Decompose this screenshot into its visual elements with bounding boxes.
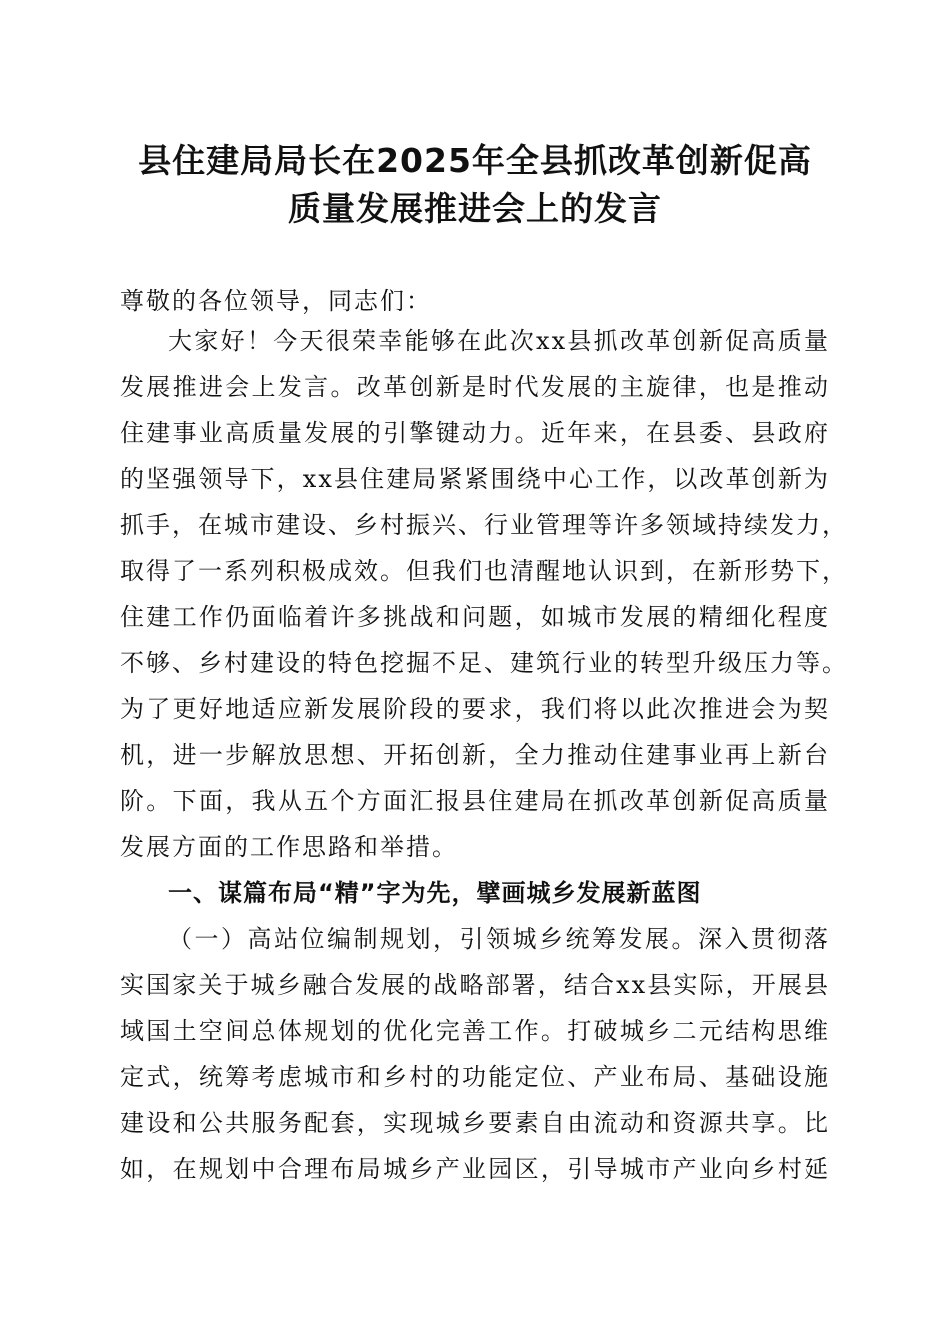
paragraph-line: 为了更好地适应新发展阶段的要求，我们将以此次推进会为契 — [120, 695, 830, 723]
document-title-line-1: 县住建局局长在2025年全县抓改革创新促高 — [138, 141, 812, 180]
paragraph-line: 定式，统筹考虑城市和乡村的功能定位、产业布局、基础设施 — [120, 1063, 830, 1091]
paragraph-line: 建设和公共服务配套，实现城乡要素自由流动和资源共享。比 — [120, 1109, 830, 1137]
paragraph-line: 的坚强领导下，xx县住建局紧紧围绕中心工作，以改革创新为 — [120, 465, 830, 493]
salutation: 尊敬的各位领导，同志们： — [120, 287, 432, 315]
paragraph-line: 机，进一步解放思想、开拓创新，全力推动住建事业再上新台 — [120, 741, 830, 769]
document-title-line-2: 质量发展推进会上的发言 — [288, 189, 662, 228]
paragraph-line: 住建工作仍面临着许多挑战和问题，如城市发展的精细化程度 — [120, 603, 830, 631]
paragraph-line: 发展方面的工作思路和举措。 — [120, 833, 458, 861]
paragraph-line: 阶。下面，我从五个方面汇报县住建局在抓改革创新促高质量 — [120, 787, 830, 815]
paragraph-line: 不够、乡村建设的特色挖掘不足、建筑行业的转型升级压力等。 — [120, 649, 848, 677]
section-heading: 一、谋篇布局“精”字为先，擘画城乡发展新蓝图 — [168, 879, 702, 907]
paragraph-line: 域国土空间总体规划的优化完善工作。打破城乡二元结构思维 — [120, 1017, 830, 1045]
paragraph-line: 如，在规划中合理布局城乡产业园区，引导城市产业向乡村延 — [120, 1155, 830, 1183]
paragraph-line: 取得了一系列积极成效。但我们也清醒地认识到，在新形势下， — [120, 557, 848, 585]
paragraph-line: 住建事业高质量发展的引擎键动力。近年来，在县委、县政府 — [120, 419, 830, 447]
paragraph-line: 发展推进会上发言。改革创新是时代发展的主旋律，也是推动 — [120, 373, 830, 401]
paragraph-line: （一）高站位编制规划，引领城乡统筹发展。深入贯彻落 — [168, 925, 830, 953]
paragraph-line: 实国家关于城乡融合发展的战略部署，结合xx县实际，开展县 — [120, 971, 830, 999]
paragraph-line: 抓手，在城市建设、乡村振兴、行业管理等许多领域持续发力， — [120, 511, 848, 539]
paragraph-line: 大家好！今天很荣幸能够在此次xx县抓改革创新促高质量 — [168, 327, 830, 355]
